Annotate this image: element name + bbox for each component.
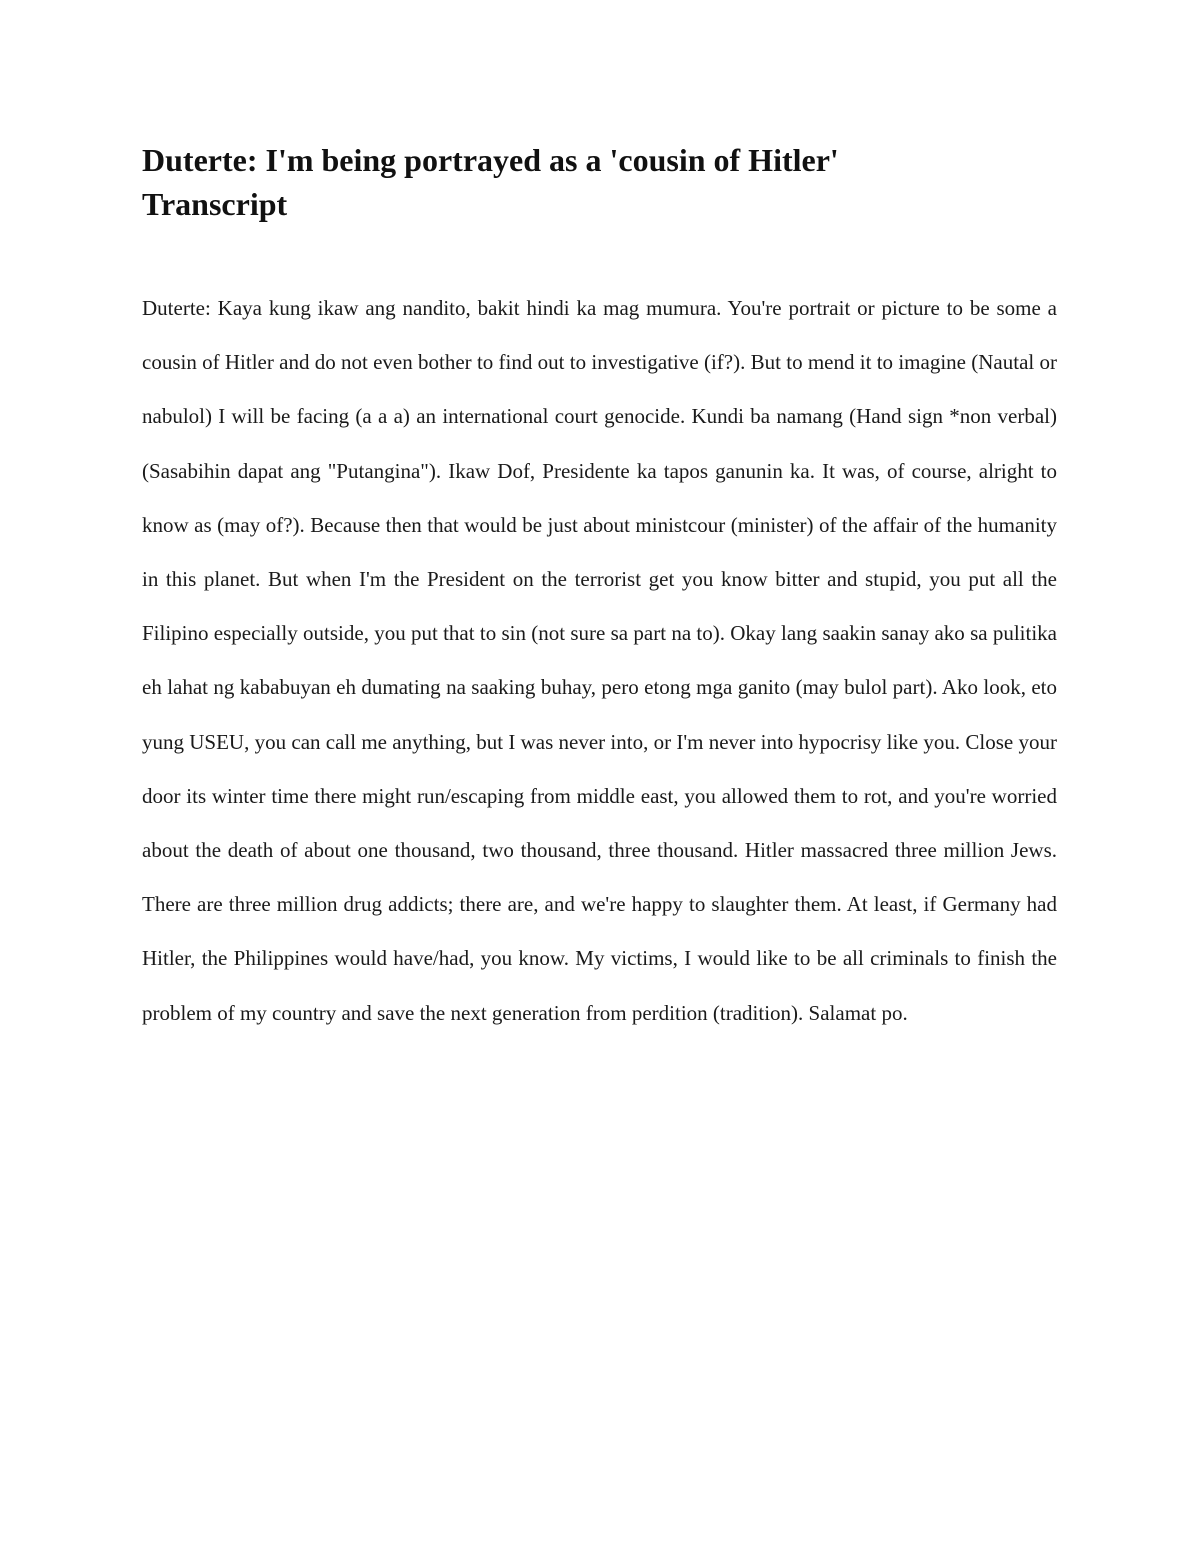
transcript-body: Duterte: Kaya kung ikaw ang nandito, bakit hindi ka mag mumura. You're portrait or picture to be some a cousin of Hitler and do not even bother to find out to investigative (if?). But to mend it to imagine (Nautal or nabulol) I will be facing (a a a) an international court genocide. Kundi ba namang (Hand sign *non verbal) (Sasabihin dapat ang "Putangina"). Ikaw Dof, Presidente ka tapos ganunin ka. It was, of course, alright to know as (may of?). Because then that would be just about ministcour (minister) of the affair of the humanity in this planet. But when I'm the President on the terrorist get you know bitter and stupid, you put all the Filipino especially outside, you put that to sin (not sure sa part na to). Okay lang saakin sanay ako sa pulitika eh lahat ng kababuyan eh dumating na saaking buhay, pero etong mga ganito (may bulol part). Ako look, eto yung USEU, you can call me anything, but I was never into, or I'm never into hypocrisy like you. Close your door its winter time there might run/escaping from middle east, you allowed them to rot, and you're worried about the death of about one thousand, two thousand, three thousand. Hitler massacred three million Jews. There are three million drug addicts; there are, and we're happy to slaughter them. At least, if Germany had Hitler, the Philippines would have/had, you know. My victims, I would like to be all criminals to finish the problem of my country and save the next generation from perdition (tradition). Salamat po. — [142, 296, 1057, 1025]
document-title — [142, 138, 1042, 226]
title-line-2: Transcript — [142, 186, 288, 222]
title-line-1: Duterte: I'm being portrayed as a 'cousin of Hitler' — [142, 142, 839, 178]
